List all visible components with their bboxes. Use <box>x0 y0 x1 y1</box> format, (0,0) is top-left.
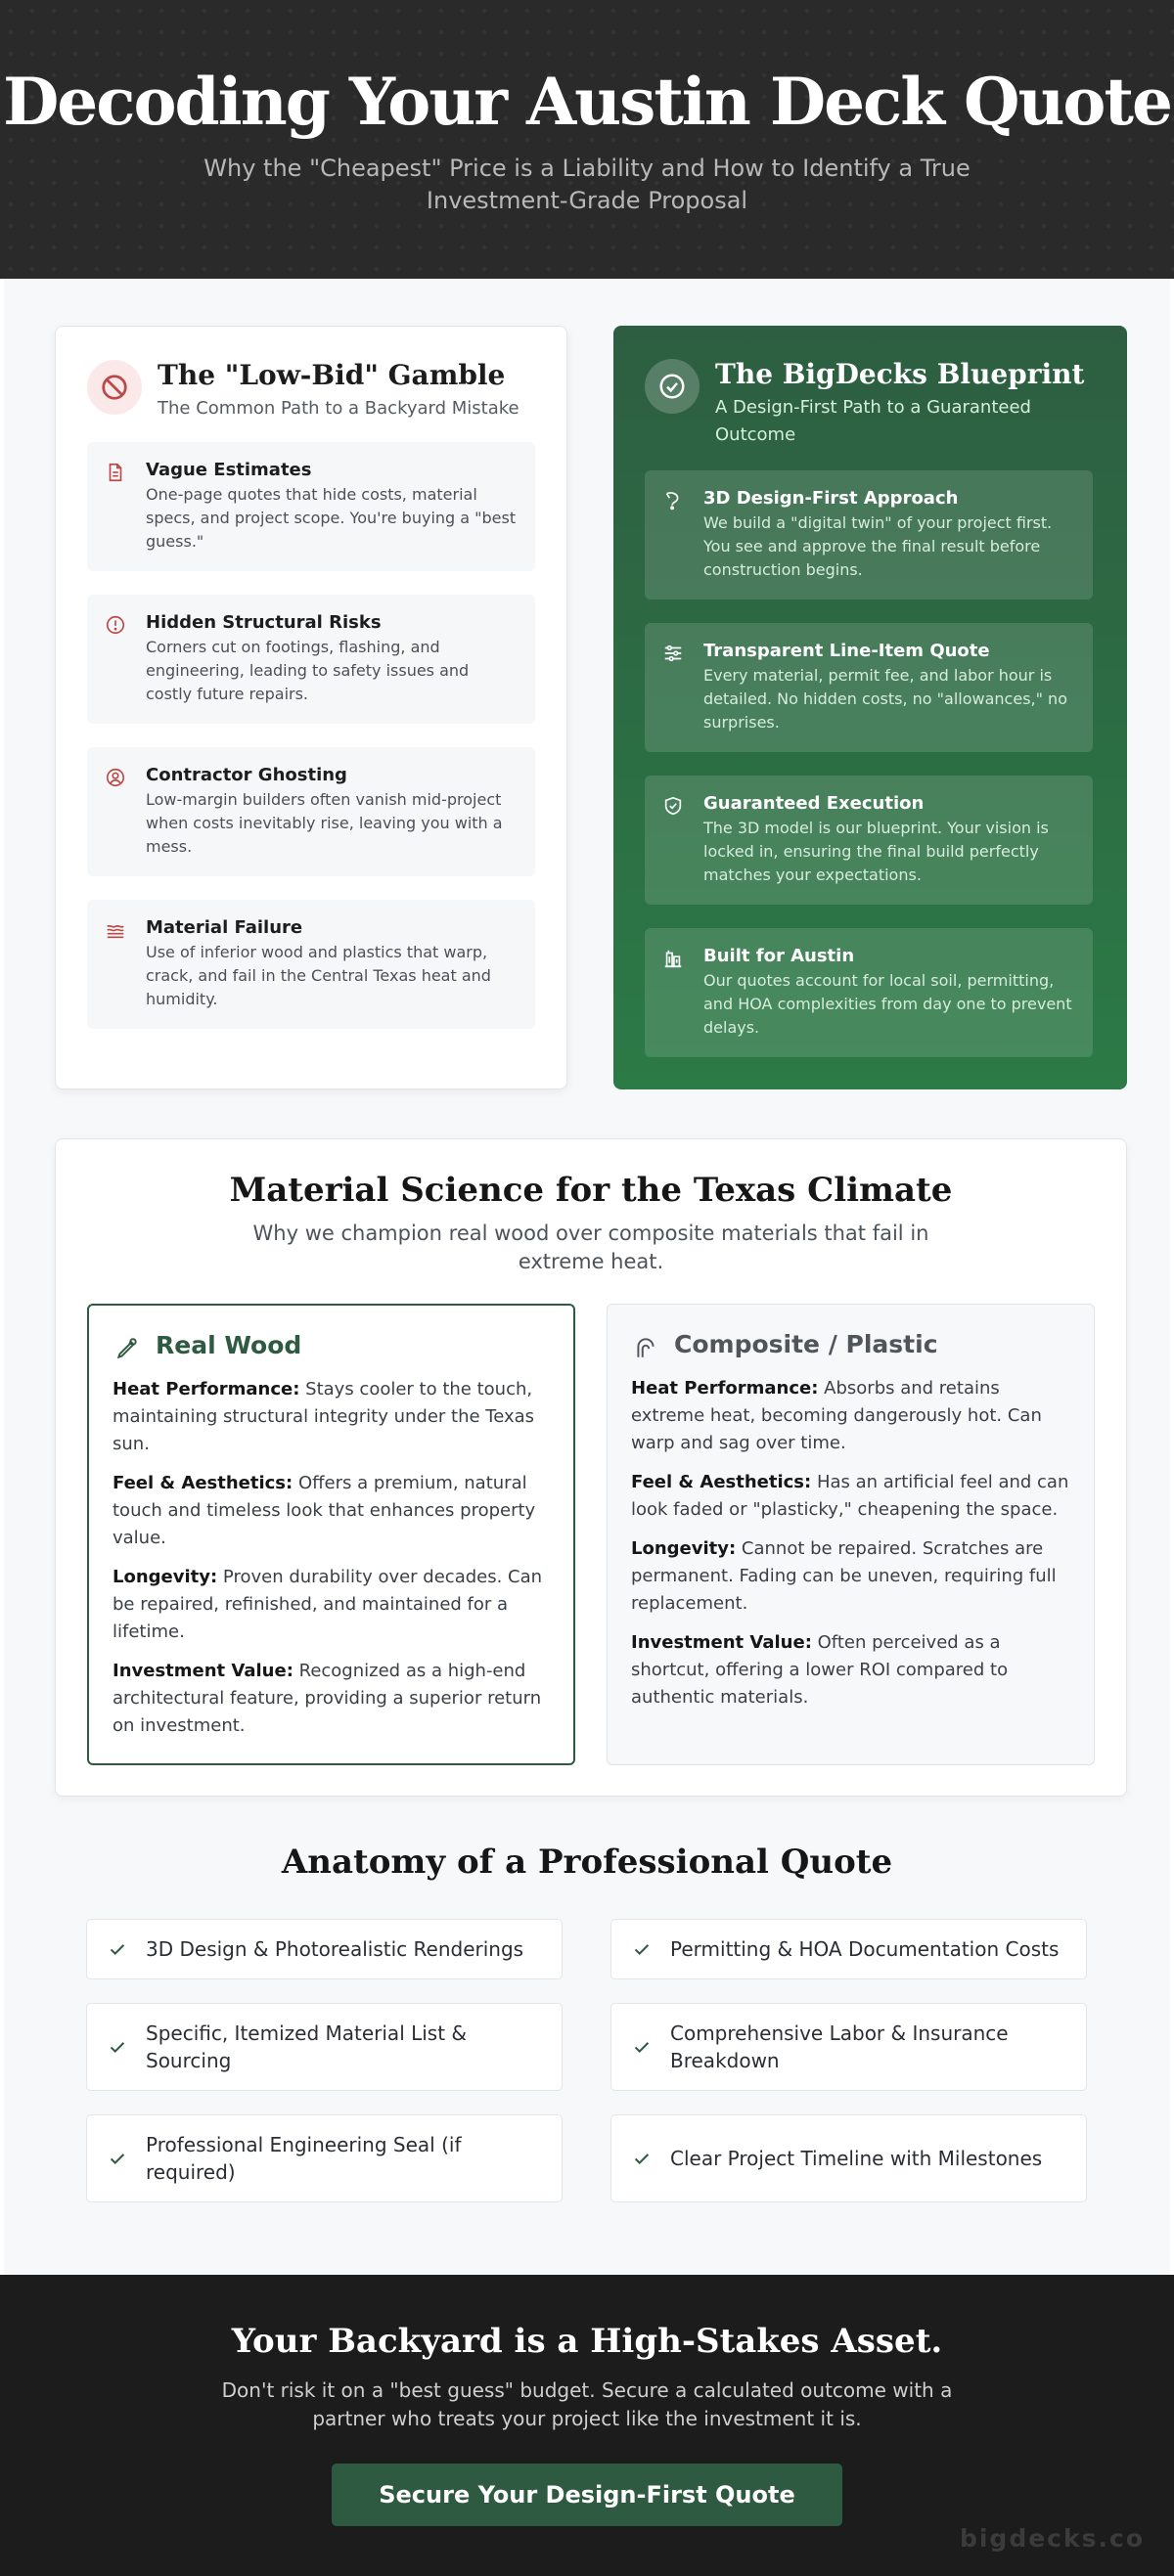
item-desc: One-page quotes that hide costs, material specs, and project scope. You're buying a "best guess." <box>146 485 517 551</box>
cta-footer <box>0 2275 1174 2576</box>
item-desc: Every material, permit fee, and labor hour is detailed. No hidden costs, no "allowances," no surprises. <box>703 666 1067 732</box>
point-text: Has an artificial feel and can look faded or "plasticky," cheapening the space. <box>631 1472 1069 1520</box>
cta-title: Your Backyard is a High-Stakes Asset. <box>231 2322 943 2361</box>
checklist-label: 3D Design & Photorealistic Renderings <box>146 1937 524 1961</box>
point-text: Absorbs and retains extreme heat, becoming dangerously hot. Can warp and sag over time. <box>631 1378 1042 1453</box>
check-icon <box>107 2036 128 2058</box>
check-icon <box>631 1938 653 1960</box>
point-text: Offers a premium, natural touch and timeless look that enhances property value. <box>113 1473 536 1548</box>
sliders-icon <box>662 643 684 664</box>
item-title: Guaranteed Execution <box>703 793 925 814</box>
wood-point <box>113 1376 550 1458</box>
item-desc: Our quotes account for local soil, permitting, and HOA complexities from day one to prevent delays. <box>703 971 1072 1037</box>
item-desc: The 3D model is our blueprint. Your vision is locked in, ensuring the final build perfectly matches your expectations. <box>703 819 1049 884</box>
point-label: Heat Performance: <box>631 1378 819 1399</box>
material-title: Material Science for the Texas Climate <box>229 1171 953 1210</box>
page-title: Decoding Your Austin Deck Quote <box>3 64 1171 140</box>
checklist-label: Clear Project Timeline with Milestones <box>670 2147 1043 2170</box>
low-bid-item <box>87 900 535 1029</box>
material-section <box>55 1138 1127 1797</box>
document-icon <box>105 462 126 483</box>
real-wood-panel <box>87 1304 575 1765</box>
point-label: Investment Value: <box>113 1661 294 1681</box>
composite-point <box>631 1375 1070 1457</box>
blueprint-item <box>645 776 1093 905</box>
arch-icon <box>633 1335 658 1360</box>
wood-point <box>113 1658 550 1740</box>
alert-icon <box>105 614 126 636</box>
point-text: Proven durability over decades. Can be repaired, refinished, and maintained for a lifetime. <box>113 1567 543 1642</box>
composite-title <box>631 1328 1070 1361</box>
low-bid-item <box>87 442 535 571</box>
wood-point <box>113 1470 550 1552</box>
point-text: Recognized as a high-end architectural feature, providing a superior return on investment. <box>113 1661 542 1736</box>
blueprint-item <box>645 470 1093 600</box>
point-label: Feel & Aesthetics: <box>113 1473 294 1493</box>
low-bid-item <box>87 747 535 876</box>
point-text: Stays cooler to the touch, maintaining structural integrity under the Texas sun. <box>113 1379 535 1454</box>
wood-point <box>113 1564 550 1646</box>
real-wood-title <box>113 1329 550 1362</box>
point-text: Cannot be repaired. Scratches are permanent. Fading can be uneven, requiring full replacement. <box>631 1538 1057 1614</box>
user-circle-icon <box>105 767 126 788</box>
checklist-item <box>610 2114 1087 2202</box>
checklist-label: Specific, Itemized Material List & Sourcing <box>146 2021 468 2072</box>
brand-watermark: bigdecks.co <box>959 2524 1145 2553</box>
blueprint-header <box>645 357 1107 445</box>
hero-header <box>0 0 1174 279</box>
item-desc: We build a "digital twin" of your project first. You see and approve the final result before construction begins. <box>703 513 1053 579</box>
checklist-item <box>86 2003 563 2091</box>
checklist-item <box>610 1919 1087 1979</box>
buildings-icon <box>662 948 684 969</box>
ban-icon <box>87 360 142 415</box>
check-icon <box>631 2036 653 2058</box>
item-desc: Corners cut on footings, flashing, and engineering, leading to safety issues and costly future repairs. <box>146 638 470 703</box>
composite-label: Composite / Plastic <box>674 1330 938 1358</box>
low-bid-title: The "Low-Bid" Gamble <box>158 359 506 391</box>
pencil-icon <box>114 1336 140 1361</box>
point-label: Feel & Aesthetics: <box>631 1472 812 1492</box>
checklist-label: Comprehensive Labor & Insurance Breakdown <box>670 2021 1009 2072</box>
item-title: Built for Austin <box>703 946 855 966</box>
check-icon <box>107 1938 128 1960</box>
point-label: Investment Value: <box>631 1632 812 1653</box>
cta-text: Don't risk it on a "best guess" budget. Secure a calculated outcome with a partner who treats your project like the investment it is. <box>221 2378 953 2430</box>
point-text: Often perceived as a shortcut, offering a lower ROI compared to authentic materials. <box>631 1632 1009 1708</box>
heat-waves-icon <box>105 919 126 941</box>
secure-quote-button[interactable]: Secure Your Design-First Quote <box>332 2464 842 2526</box>
item-title: Material Failure <box>146 917 303 938</box>
checklist-item <box>86 2114 563 2202</box>
check-icon <box>631 2148 653 2169</box>
item-desc: Low-margin builders often vanish mid-project when costs inevitably rise, leaving you with a mess. <box>146 790 503 856</box>
composite-point <box>631 1535 1070 1618</box>
item-title: Transparent Line-Item Quote <box>703 641 990 661</box>
anatomy-title: Anatomy of a Professional Quote <box>281 1843 893 1882</box>
main-content <box>0 279 1174 2275</box>
low-bid-item <box>87 595 535 724</box>
check-icon <box>107 2148 128 2169</box>
low-bid-header <box>87 358 547 426</box>
shield-check-icon <box>662 795 684 817</box>
item-title: Contractor Ghosting <box>146 765 347 785</box>
blueprint-title: The BigDecks Blueprint <box>715 358 1085 390</box>
blueprint-subtitle: A Design-First Path to a Guaranteed Outcome <box>715 397 1031 445</box>
blueprint-card <box>613 326 1127 1089</box>
check-circle-icon <box>645 359 700 414</box>
point-label: Longevity: <box>113 1567 218 1587</box>
point-label: Heat Performance: <box>113 1379 300 1399</box>
low-bid-card <box>55 326 567 1089</box>
composite-point <box>631 1629 1070 1711</box>
checklist-label: Professional Engineering Seal (if required) <box>146 2133 462 2184</box>
checklist-label: Permitting & HOA Documentation Costs <box>670 1937 1060 1961</box>
design-icon <box>662 490 684 511</box>
item-desc: Use of inferior wood and plastics that warp, crack, and fail in the Central Texas heat and humidity. <box>146 943 491 1008</box>
low-bid-subtitle: The Common Path to a Backyard Mistake <box>158 398 519 419</box>
item-title: Vague Estimates <box>146 460 312 480</box>
checklist-item <box>86 1919 563 1979</box>
material-subtitle: Why we champion real wood over composite materials that fail in extreme heat. <box>252 1221 929 1273</box>
composite-panel <box>607 1304 1095 1765</box>
composite-point <box>631 1469 1070 1524</box>
point-label: Longevity: <box>631 1538 737 1559</box>
checklist-item <box>610 2003 1087 2091</box>
blueprint-item <box>645 928 1093 1057</box>
item-title: 3D Design-First Approach <box>703 488 959 509</box>
real-wood-label: Real Wood <box>156 1331 302 1359</box>
page-subtitle: Why the "Cheapest" Price is a Liability and How to Identify a True Investment-Grade Proposal <box>203 155 971 214</box>
item-title: Hidden Structural Risks <box>146 612 382 633</box>
blueprint-item <box>645 623 1093 752</box>
